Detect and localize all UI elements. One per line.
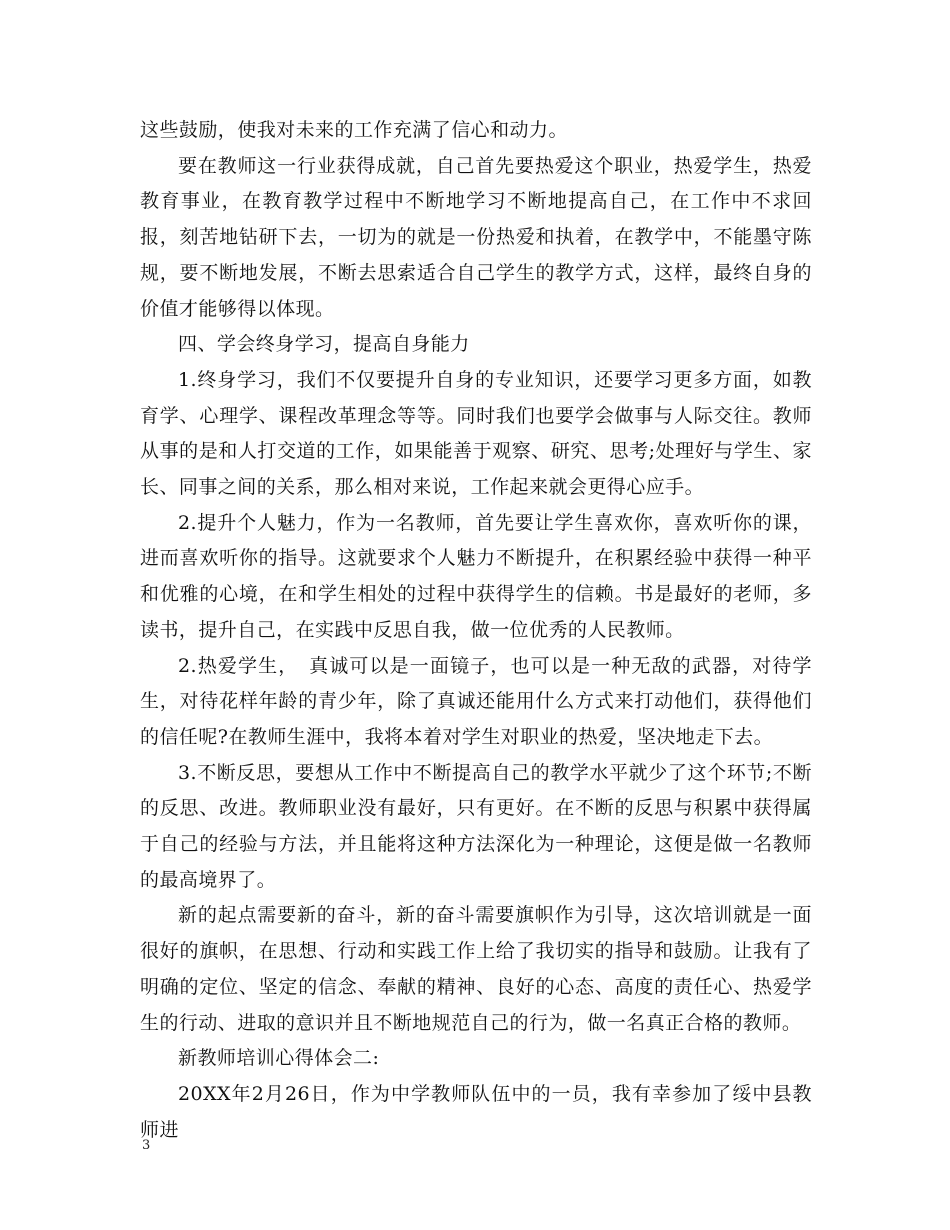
section-heading-lifelong-learning: 四、学会终身学习，提高自身能力	[178, 333, 470, 356]
paragraph-conclusion: 新的起点需要新的奋斗，新的奋斗需要旗帜作为引导，这次培训就是一面很好的旗帜，在思想、行动和实践工作上给了我切实的指导和鼓励。让我有了明确的定位、坚定的信念、奉献的精神、良好的心态、高度的责任心、热爱学生的行动、进取的意识并且不断地规范自己的行为，做一名真正合格的教师。	[140, 904, 812, 1034]
paragraph-point-personal-charm: 2.提升个人魅力，作为一名教师，首先要让学生喜欢你，喜欢听你的课，进而喜欢听你的指导。这就要求个人魅力不断提升，在积累经验中获得一种平和优雅的心境，在和学生相处的过程中获得学生的信赖。书是最好的老师，多读书，提升自己，在实践中反思自我，做一位优秀的人民教师。	[140, 511, 812, 641]
paragraph-point-reflection: 3.不断反思，要想从工作中不断提高自己的教学水平就少了这个环节;不断的反思、改进。教师职业没有最好，只有更好。在不断的反思与积累中获得属于自己的经验与方法，并且能将这种方法深化为一种理论，这便是做一名教师的最高境界了。	[140, 761, 812, 891]
section-heading-part-two: 新教师培训心得体会二:	[178, 1047, 380, 1070]
paragraph-part-two-opening: 20XX年2月26日，作为中学教师队伍中的一员，我有幸参加了绥中县教师进	[140, 1082, 812, 1141]
paragraph-encouragement: 这些鼓励，使我对未来的工作充满了信心和动力。	[140, 119, 568, 141]
paragraph-love-teaching: 要在教师这一行业获得成就，自己首先要热爱这个职业，热爱学生，热爱教育事业，在教育教学过程中不断地学习不断地提高自己，在工作中不求回报，刻苦地钻研下去，一切为的就是一份热爱和执着，在教学中，不能墨守陈规，要不断地发展，不断去思索适合自己学生的教学方式，这样，最终自身的价值才能够得以体现。	[140, 154, 812, 320]
page-number: 3	[142, 1138, 151, 1153]
paragraph-point-love-students: 2.热爱学生， 真诚可以是一面镜子，也可以是一种无敌的武器，对待学生，对待花样年龄的青少年，除了真诚还能用什么方式来打动他们，获得他们的信任呢?在教师生涯中，我将本着对学生对职业的热爱，坚决地走下去。	[140, 654, 812, 748]
paragraph-point-lifelong-learning: 1.终身学习，我们不仅要提升自身的专业知识，还要学习更多方面，如教育学、心理学、课程改革理念等等。同时我们也要学会做事与人际交往。教师从事的是和人打交道的工作，如果能善于观察、研究、思考;处理好与学生、家长、同事之间的关系，那么相对来说，工作起来就会更得心应手。	[140, 368, 812, 499]
document-body	[140, 113, 812, 1148]
